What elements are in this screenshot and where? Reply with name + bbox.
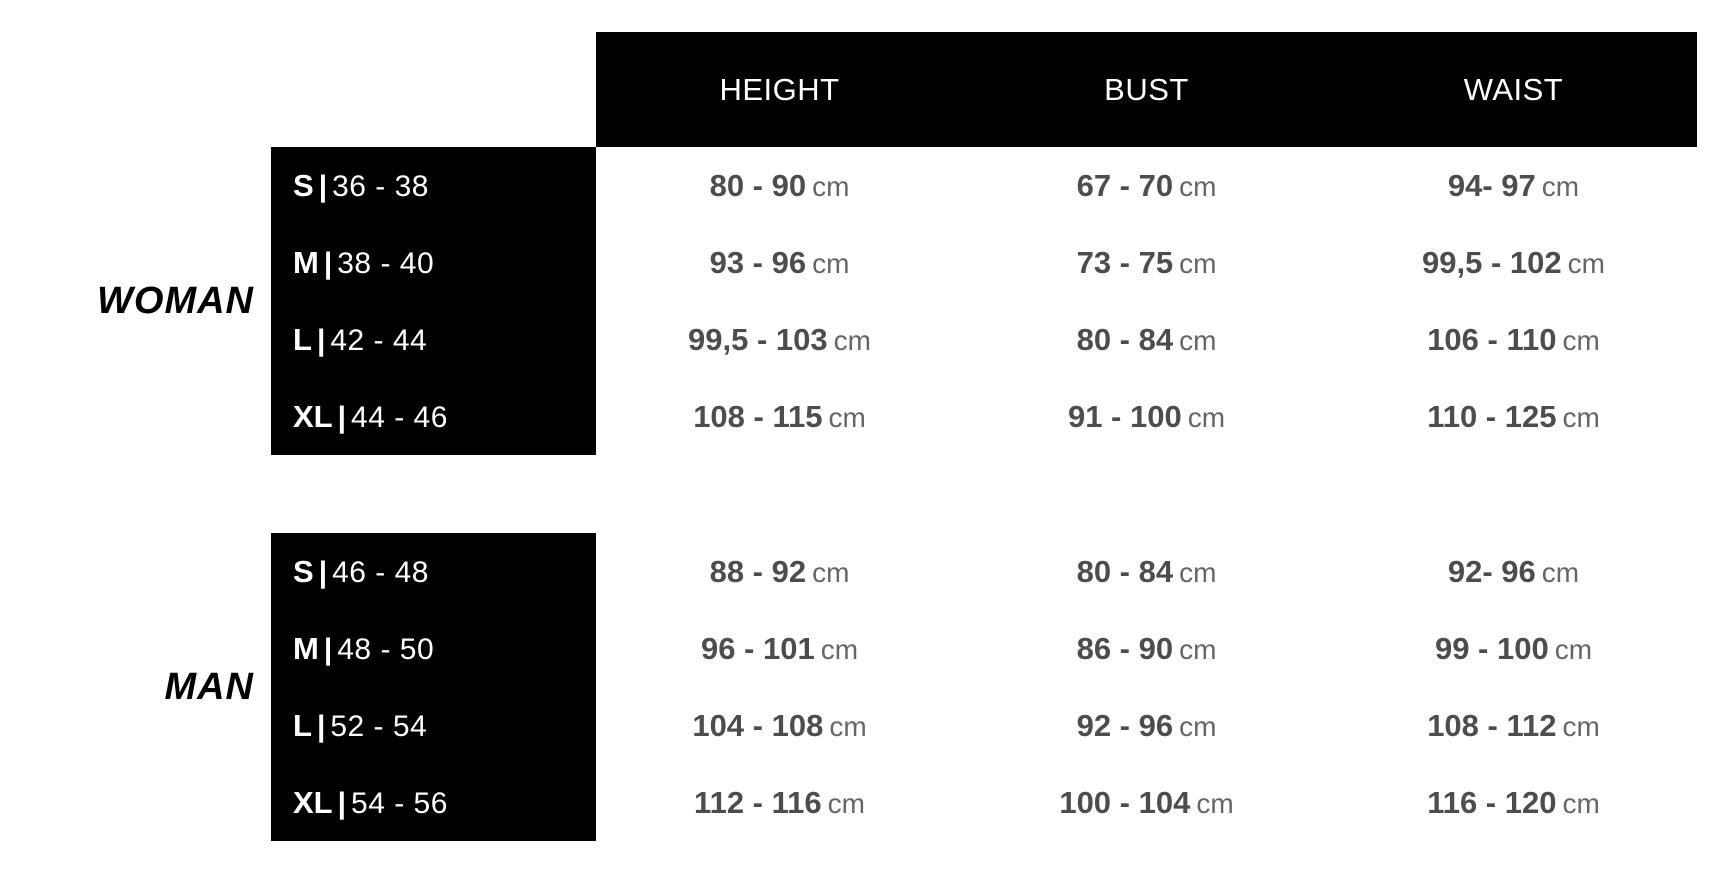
waist-value: 94- 97 [1447, 167, 1536, 203]
size-separator: | [337, 400, 347, 434]
eu-size: 54 - 56 [351, 786, 448, 820]
size-separator: | [323, 632, 333, 666]
bust-value: 67 - 70 [1076, 167, 1174, 203]
size-separator: | [318, 555, 328, 589]
bust-unit: cm [1179, 710, 1217, 742]
table-row [271, 764, 1711, 841]
size-label: S [293, 553, 314, 589]
bust-cell [963, 168, 1330, 204]
height-cell [596, 708, 963, 744]
column-header-waist: WAIST [1463, 71, 1564, 107]
height-value: 99,5 - 103 [688, 321, 828, 357]
size-cell [271, 785, 596, 821]
height-cell [596, 322, 963, 358]
waist-cell [1330, 399, 1697, 435]
waist-value: 116 - 120 [1427, 784, 1557, 820]
column-header-bust: BUST [1104, 71, 1189, 107]
waist-value: 99,5 - 102 [1422, 244, 1562, 280]
bust-unit: cm [1179, 633, 1217, 665]
waist-value: 108 - 112 [1427, 707, 1557, 743]
waist-unit: cm [1541, 170, 1580, 202]
group-label-man: MAN [164, 665, 254, 708]
eu-size: 46 - 48 [332, 555, 429, 589]
height-cell [596, 245, 963, 281]
size-separator: | [318, 169, 328, 203]
waist-cell [1330, 322, 1697, 358]
waist-unit: cm [1554, 633, 1593, 665]
size-separator: | [316, 709, 326, 743]
bust-cell [963, 708, 1330, 744]
waist-value: 110 - 125 [1427, 398, 1557, 434]
bust-cell [963, 399, 1330, 435]
bust-cell [963, 245, 1330, 281]
table-header-band [596, 32, 1697, 147]
size-label: M [293, 244, 319, 280]
rows-woman [271, 147, 1711, 455]
table-row [271, 533, 1711, 610]
bust-cell [963, 554, 1330, 590]
height-value: 108 - 115 [693, 398, 823, 434]
bust-unit: cm [1179, 556, 1217, 588]
size-separator: | [337, 786, 347, 820]
rows-man [271, 533, 1711, 841]
waist-cell [1330, 168, 1697, 204]
size-cell [271, 322, 596, 358]
waist-unit: cm [1562, 710, 1600, 742]
size-label: L [293, 707, 312, 743]
bust-cell [963, 631, 1330, 667]
group-label-woman: WOMAN [97, 279, 254, 322]
size-cell [271, 399, 596, 435]
size-label: S [293, 167, 314, 203]
size-label: M [293, 630, 319, 666]
size-cell [271, 554, 596, 590]
height-value: 112 - 116 [694, 784, 822, 820]
bust-unit: cm [1179, 170, 1217, 202]
table-row [271, 610, 1711, 687]
table-row [271, 147, 1711, 224]
waist-cell [1330, 631, 1697, 667]
bust-unit: cm [1179, 324, 1217, 356]
height-value: 88 - 92 [709, 553, 807, 589]
height-unit: cm [833, 324, 871, 356]
bust-unit: cm [1187, 401, 1226, 433]
waist-value: 106 - 110 [1427, 321, 1557, 357]
waist-value: 99 - 100 [1434, 630, 1549, 666]
height-unit: cm [812, 170, 850, 202]
waist-unit: cm [1562, 787, 1600, 819]
waist-value: 92- 96 [1447, 553, 1536, 589]
height-cell [596, 168, 963, 204]
eu-size: 48 - 50 [337, 632, 435, 666]
size-label: XL [293, 398, 333, 434]
size-label: L [293, 321, 312, 357]
height-cell [596, 785, 963, 821]
size-cell [271, 168, 596, 204]
height-value: 93 - 96 [709, 244, 807, 280]
eu-size: 52 - 54 [330, 709, 428, 743]
size-separator: | [323, 246, 333, 280]
size-group-man [0, 533, 1711, 841]
height-unit: cm [828, 401, 866, 433]
eu-size: 42 - 44 [330, 323, 428, 357]
height-unit: cm [827, 787, 865, 819]
table-row [271, 687, 1711, 764]
height-unit: cm [829, 710, 867, 742]
size-separator: | [316, 323, 326, 357]
height-value: 80 - 90 [709, 167, 807, 203]
height-unit: cm [820, 633, 859, 665]
size-cell [271, 245, 596, 281]
table-row [271, 301, 1711, 378]
waist-cell [1330, 245, 1697, 281]
waist-unit: cm [1562, 401, 1600, 433]
bust-value: 80 - 84 [1076, 553, 1174, 589]
waist-cell [1330, 708, 1697, 744]
column-header-height: HEIGHT [719, 71, 840, 107]
waist-unit: cm [1567, 247, 1605, 279]
bust-cell [963, 785, 1330, 821]
waist-unit: cm [1562, 324, 1600, 356]
bust-unit: cm [1179, 247, 1217, 279]
bust-unit: cm [1196, 787, 1234, 819]
table-row [271, 224, 1711, 301]
bust-value: 73 - 75 [1076, 244, 1174, 280]
waist-cell [1330, 785, 1697, 821]
height-cell [596, 631, 963, 667]
waist-unit: cm [1541, 556, 1580, 588]
waist-cell [1330, 554, 1697, 590]
size-cell [271, 631, 596, 667]
eu-size: 44 - 46 [351, 400, 448, 434]
size-label: XL [293, 784, 333, 820]
height-cell [596, 554, 963, 590]
height-value: 104 - 108 [692, 707, 824, 743]
height-unit: cm [812, 556, 850, 588]
size-group-woman [0, 147, 1711, 455]
eu-size: 36 - 38 [332, 169, 429, 203]
table-row [271, 378, 1711, 455]
eu-size: 38 - 40 [337, 246, 435, 280]
height-cell [596, 399, 963, 435]
bust-value: 86 - 90 [1076, 630, 1174, 666]
bust-value: 92 - 96 [1076, 707, 1174, 743]
height-value: 96 - 101 [700, 630, 815, 666]
bust-cell [963, 322, 1330, 358]
height-unit: cm [812, 247, 850, 279]
bust-value: 91 - 100 [1067, 398, 1182, 434]
bust-value: 100 - 104 [1059, 784, 1191, 820]
bust-value: 80 - 84 [1076, 321, 1174, 357]
size-cell [271, 708, 596, 744]
